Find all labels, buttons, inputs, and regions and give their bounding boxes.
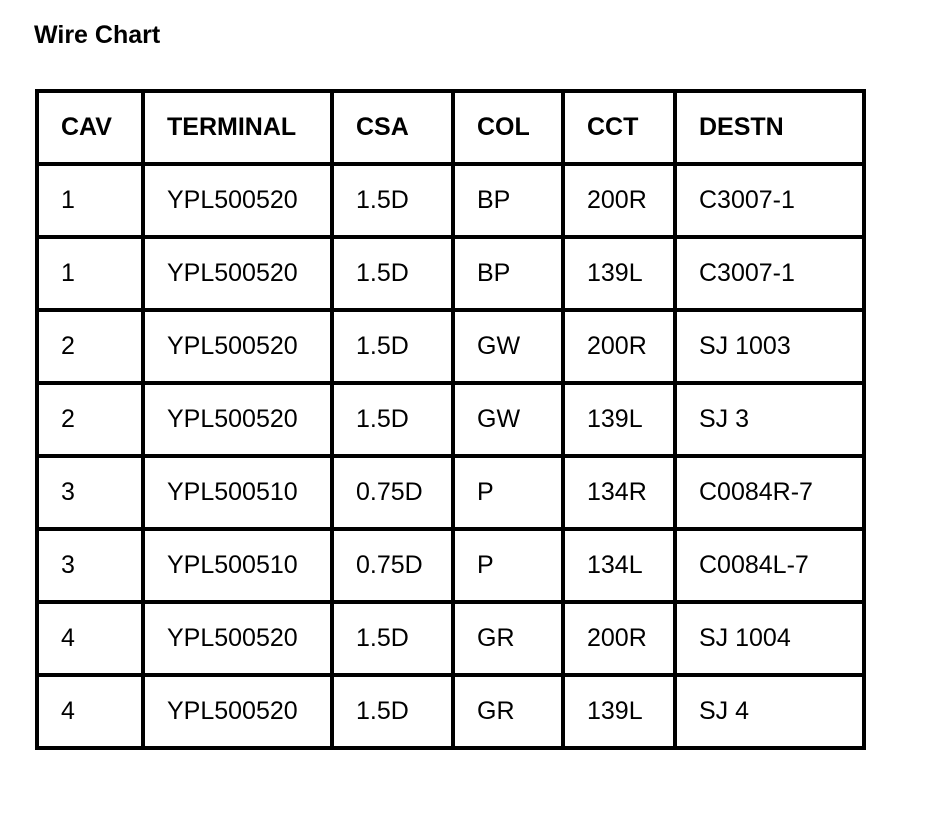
cell-col: GR [453, 675, 563, 748]
cell-cct: 134R [563, 456, 675, 529]
table-header-row [37, 91, 864, 164]
header-cav: CAV [37, 91, 143, 164]
cell-cav: 1 [37, 237, 143, 310]
cell-terminal: YPL500510 [143, 529, 332, 602]
cell-terminal: YPL500510 [143, 456, 332, 529]
header-col: COL [453, 91, 563, 164]
cell-col: GW [453, 383, 563, 456]
cell-csa: 1.5D [332, 164, 453, 237]
cell-col: P [453, 529, 563, 602]
cell-cct: 200R [563, 310, 675, 383]
cell-terminal: YPL500520 [143, 383, 332, 456]
cell-destn: C0084L-7 [675, 529, 864, 602]
table-row [37, 164, 864, 237]
cell-csa: 0.75D [332, 529, 453, 602]
cell-csa: 1.5D [332, 383, 453, 456]
cell-csa: 1.5D [332, 237, 453, 310]
header-csa: CSA [332, 91, 453, 164]
header-terminal: TERMINAL [143, 91, 332, 164]
header-destn: DESTN [675, 91, 864, 164]
cell-csa: 0.75D [332, 456, 453, 529]
cell-destn: SJ 4 [675, 675, 864, 748]
cell-cct: 139L [563, 237, 675, 310]
wire-chart-table [35, 89, 866, 750]
table-row [37, 310, 864, 383]
cell-destn: SJ 1003 [675, 310, 864, 383]
cell-destn: C3007-1 [675, 237, 864, 310]
cell-destn: SJ 3 [675, 383, 864, 456]
cell-terminal: YPL500520 [143, 675, 332, 748]
cell-csa: 1.5D [332, 675, 453, 748]
cell-col: BP [453, 164, 563, 237]
table-row [37, 675, 864, 748]
cell-cct: 200R [563, 164, 675, 237]
header-cct: CCT [563, 91, 675, 164]
cell-csa: 1.5D [332, 602, 453, 675]
cell-cct: 200R [563, 602, 675, 675]
cell-terminal: YPL500520 [143, 164, 332, 237]
cell-cct: 134L [563, 529, 675, 602]
table-row [37, 529, 864, 602]
cell-cav: 2 [37, 310, 143, 383]
cell-cav: 3 [37, 456, 143, 529]
cell-destn: C0084R-7 [675, 456, 864, 529]
table-row [37, 237, 864, 310]
page-title: Wire Chart [34, 21, 161, 49]
table-row [37, 456, 864, 529]
cell-cav: 4 [37, 602, 143, 675]
cell-terminal: YPL500520 [143, 602, 332, 675]
cell-cav: 3 [37, 529, 143, 602]
cell-cav: 4 [37, 675, 143, 748]
cell-destn: SJ 1004 [675, 602, 864, 675]
table-row [37, 383, 864, 456]
cell-cav: 2 [37, 383, 143, 456]
cell-cct: 139L [563, 675, 675, 748]
cell-cav: 1 [37, 164, 143, 237]
cell-terminal: YPL500520 [143, 310, 332, 383]
cell-csa: 1.5D [332, 310, 453, 383]
cell-destn: C3007-1 [675, 164, 864, 237]
cell-terminal: YPL500520 [143, 237, 332, 310]
cell-cct: 139L [563, 383, 675, 456]
cell-col: BP [453, 237, 563, 310]
cell-col: GW [453, 310, 563, 383]
cell-col: P [453, 456, 563, 529]
table-row [37, 602, 864, 675]
cell-col: GR [453, 602, 563, 675]
